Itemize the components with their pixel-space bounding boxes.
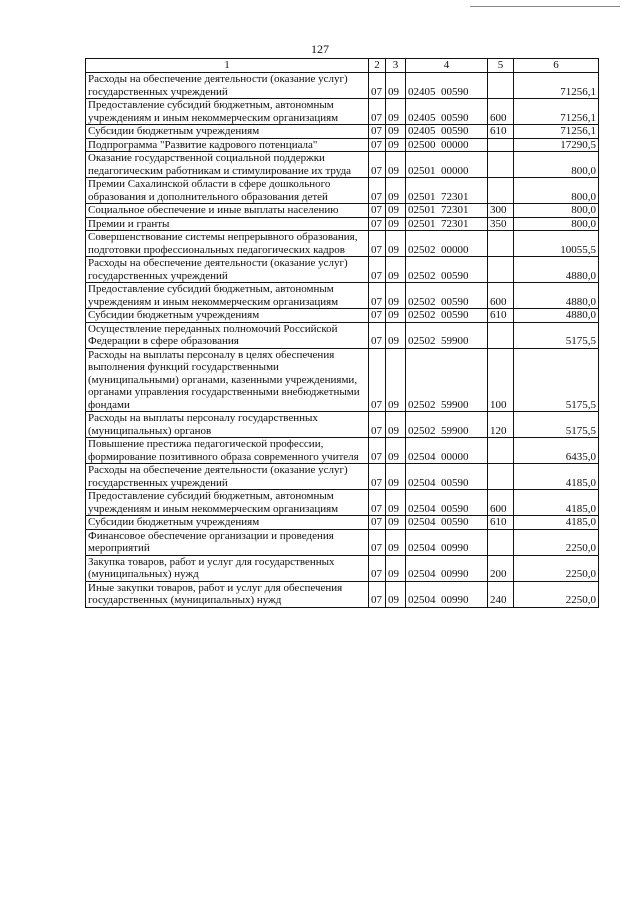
row-name: Расходы на обеспечение деятельности (оказание услуг) государственных учреждений bbox=[86, 73, 369, 99]
row-amount: 17290,5 bbox=[514, 138, 599, 152]
row-name: Осуществление переданных полномочий Российской Федерации в сфере образования bbox=[86, 322, 369, 348]
row-name: Субсидии бюджетным учреждениям bbox=[86, 309, 369, 323]
row-section-code: 07 bbox=[369, 581, 386, 607]
row-expense-type bbox=[488, 464, 514, 490]
row-target-code: 02502 00590 bbox=[406, 283, 488, 309]
row-name: Субсидии бюджетным учреждениям bbox=[86, 516, 369, 530]
row-section-code: 07 bbox=[369, 555, 386, 581]
row-amount: 71256,1 bbox=[514, 73, 599, 99]
row-section-code: 07 bbox=[369, 99, 386, 125]
row-target-code: 02504 00590 bbox=[406, 490, 488, 516]
row-section-code: 07 bbox=[369, 178, 386, 204]
table-row bbox=[86, 490, 599, 516]
table-row bbox=[86, 231, 599, 257]
row-name: Совершенствование системы непрерывного образования, подготовки профессиональных педагогических кадров bbox=[86, 231, 369, 257]
row-target-code: 02501 72301 bbox=[406, 217, 488, 231]
row-expense-type bbox=[488, 257, 514, 283]
row-subsection-code: 09 bbox=[386, 348, 406, 412]
row-section-code: 07 bbox=[369, 322, 386, 348]
row-subsection-code: 09 bbox=[386, 138, 406, 152]
table-row bbox=[86, 412, 599, 438]
row-expense-type: 200 bbox=[488, 555, 514, 581]
row-target-code: 02502 59900 bbox=[406, 412, 488, 438]
row-subsection-code: 09 bbox=[386, 581, 406, 607]
row-target-code: 02502 59900 bbox=[406, 322, 488, 348]
row-expense-type bbox=[488, 138, 514, 152]
row-expense-type: 350 bbox=[488, 217, 514, 231]
row-expense-type: 120 bbox=[488, 412, 514, 438]
table-row bbox=[86, 529, 599, 555]
row-expense-type bbox=[488, 73, 514, 99]
row-section-code: 07 bbox=[369, 257, 386, 283]
row-expense-type: 600 bbox=[488, 283, 514, 309]
table-row bbox=[86, 257, 599, 283]
row-name: Премии и гранты bbox=[86, 217, 369, 231]
row-subsection-code: 09 bbox=[386, 231, 406, 257]
top-rule bbox=[470, 6, 620, 7]
row-expense-type bbox=[488, 152, 514, 178]
row-subsection-code: 09 bbox=[386, 516, 406, 530]
row-amount: 4185,0 bbox=[514, 490, 599, 516]
row-name: Подпрограмма "Развитие кадрового потенциала" bbox=[86, 138, 369, 152]
row-target-code: 02504 00990 bbox=[406, 581, 488, 607]
row-section-code: 07 bbox=[369, 231, 386, 257]
row-amount: 4880,0 bbox=[514, 257, 599, 283]
row-target-code: 02501 00000 bbox=[406, 152, 488, 178]
row-subsection-code: 09 bbox=[386, 99, 406, 125]
row-subsection-code: 09 bbox=[386, 464, 406, 490]
row-target-code: 02504 00000 bbox=[406, 438, 488, 464]
table-row bbox=[86, 322, 599, 348]
row-amount: 2250,0 bbox=[514, 529, 599, 555]
row-expense-type bbox=[488, 438, 514, 464]
row-name: Субсидии бюджетным учреждениям bbox=[86, 125, 369, 139]
row-name: Предоставление субсидий бюджетным, автономным учреждениям и иным некоммерческим организациям bbox=[86, 99, 369, 125]
table-row bbox=[86, 73, 599, 99]
row-target-code: 02502 59900 bbox=[406, 348, 488, 412]
row-expense-type: 610 bbox=[488, 309, 514, 323]
row-target-code: 02502 00590 bbox=[406, 309, 488, 323]
row-name: Предоставление субсидий бюджетным, автономным учреждениям и иным некоммерческим организациям bbox=[86, 283, 369, 309]
row-subsection-code: 09 bbox=[386, 412, 406, 438]
table-row bbox=[86, 99, 599, 125]
row-subsection-code: 09 bbox=[386, 555, 406, 581]
row-subsection-code: 09 bbox=[386, 152, 406, 178]
row-amount: 4880,0 bbox=[514, 283, 599, 309]
row-expense-type: 610 bbox=[488, 516, 514, 530]
row-expense-type: 300 bbox=[488, 204, 514, 218]
row-target-code: 02501 72301 bbox=[406, 178, 488, 204]
page-number: 127 bbox=[311, 42, 329, 56]
row-target-code: 02504 00590 bbox=[406, 464, 488, 490]
row-expense-type: 100 bbox=[488, 348, 514, 412]
row-amount: 4880,0 bbox=[514, 309, 599, 323]
row-subsection-code: 09 bbox=[386, 257, 406, 283]
row-section-code: 07 bbox=[369, 217, 386, 231]
row-name: Повышение престижа педагогической профессии, формирование позитивного образа современного учителя bbox=[86, 438, 369, 464]
row-expense-type: 600 bbox=[488, 490, 514, 516]
row-subsection-code: 09 bbox=[386, 438, 406, 464]
row-amount: 4185,0 bbox=[514, 464, 599, 490]
row-section-code: 07 bbox=[369, 283, 386, 309]
header-col-6: 6 bbox=[514, 59, 599, 73]
row-name: Премии Сахалинской области в сфере дошкольного образования и дополнительного образования детей bbox=[86, 178, 369, 204]
table-row bbox=[86, 309, 599, 323]
row-section-code: 07 bbox=[369, 516, 386, 530]
row-amount: 800,0 bbox=[514, 178, 599, 204]
row-subsection-code: 09 bbox=[386, 204, 406, 218]
row-amount: 6435,0 bbox=[514, 438, 599, 464]
row-subsection-code: 09 bbox=[386, 309, 406, 323]
row-name: Расходы на обеспечение деятельности (оказание услуг) государственных учреждений bbox=[86, 257, 369, 283]
row-amount: 71256,1 bbox=[514, 99, 599, 125]
row-name: Иные закупки товаров, работ и услуг для обеспечения государственных (муниципальных) нужд bbox=[86, 581, 369, 607]
row-name: Расходы на обеспечение деятельности (оказание услуг) государственных учреждений bbox=[86, 464, 369, 490]
row-section-code: 07 bbox=[369, 204, 386, 218]
table-row bbox=[86, 438, 599, 464]
row-section-code: 07 bbox=[369, 309, 386, 323]
header-col-1: 1 bbox=[86, 59, 369, 73]
row-name: Оказание государственной социальной поддержки педагогическим работникам и стимулирование их труда bbox=[86, 152, 369, 178]
table-row bbox=[86, 204, 599, 218]
row-section-code: 07 bbox=[369, 529, 386, 555]
row-subsection-code: 09 bbox=[386, 217, 406, 231]
row-section-code: 07 bbox=[369, 152, 386, 178]
row-name: Социальное обеспечение и иные выплаты населению bbox=[86, 204, 369, 218]
row-name: Расходы на выплаты персоналу государственных (муниципальных) органов bbox=[86, 412, 369, 438]
table-row bbox=[86, 581, 599, 607]
row-subsection-code: 09 bbox=[386, 529, 406, 555]
row-target-code: 02500 00000 bbox=[406, 138, 488, 152]
row-expense-type: 600 bbox=[488, 99, 514, 125]
row-subsection-code: 09 bbox=[386, 178, 406, 204]
header-col-4: 4 bbox=[406, 59, 488, 73]
table-row bbox=[86, 555, 599, 581]
table-row bbox=[86, 152, 599, 178]
row-expense-type bbox=[488, 178, 514, 204]
row-expense-type: 610 bbox=[488, 125, 514, 139]
row-amount: 800,0 bbox=[514, 204, 599, 218]
budget-table bbox=[85, 58, 599, 608]
row-target-code: 02405 00590 bbox=[406, 125, 488, 139]
row-target-code: 02405 00590 bbox=[406, 73, 488, 99]
row-section-code: 07 bbox=[369, 138, 386, 152]
row-amount: 800,0 bbox=[514, 152, 599, 178]
row-amount: 4185,0 bbox=[514, 516, 599, 530]
table-row bbox=[86, 464, 599, 490]
row-amount: 5175,5 bbox=[514, 322, 599, 348]
row-amount: 2250,0 bbox=[514, 581, 599, 607]
row-subsection-code: 09 bbox=[386, 283, 406, 309]
row-name: Расходы на выплаты персоналу в целях обеспечения выполнения функций государственными (муниципальными) органами, казенными учреждениями, органами управления государственными внебюджетными фондами bbox=[86, 348, 369, 412]
row-section-code: 07 bbox=[369, 412, 386, 438]
table-row bbox=[86, 516, 599, 530]
header-col-2: 2 bbox=[369, 59, 386, 73]
row-amount: 10055,5 bbox=[514, 231, 599, 257]
row-amount: 5175,5 bbox=[514, 348, 599, 412]
row-target-code: 02502 00590 bbox=[406, 257, 488, 283]
row-name: Предоставление субсидий бюджетным, автономным учреждениям и иным некоммерческим организациям bbox=[86, 490, 369, 516]
table-row bbox=[86, 125, 599, 139]
row-expense-type: 240 bbox=[488, 581, 514, 607]
table-row bbox=[86, 283, 599, 309]
row-section-code: 07 bbox=[369, 438, 386, 464]
row-expense-type bbox=[488, 322, 514, 348]
row-amount: 800,0 bbox=[514, 217, 599, 231]
row-name: Закупка товаров, работ и услуг для государственных (муниципальных) нужд bbox=[86, 555, 369, 581]
table-row bbox=[86, 178, 599, 204]
row-target-code: 02504 00990 bbox=[406, 555, 488, 581]
row-target-code: 02504 00990 bbox=[406, 529, 488, 555]
row-section-code: 07 bbox=[369, 73, 386, 99]
table-header-row bbox=[86, 59, 599, 73]
table-row bbox=[86, 138, 599, 152]
row-name: Финансовое обеспечение организации и проведения мероприятий bbox=[86, 529, 369, 555]
row-subsection-code: 09 bbox=[386, 73, 406, 99]
row-target-code: 02502 00000 bbox=[406, 231, 488, 257]
row-amount: 5175,5 bbox=[514, 412, 599, 438]
row-subsection-code: 09 bbox=[386, 125, 406, 139]
row-subsection-code: 09 bbox=[386, 490, 406, 516]
row-expense-type bbox=[488, 529, 514, 555]
row-section-code: 07 bbox=[369, 125, 386, 139]
row-expense-type bbox=[488, 231, 514, 257]
row-subsection-code: 09 bbox=[386, 322, 406, 348]
row-target-code: 02405 00590 bbox=[406, 99, 488, 125]
row-section-code: 07 bbox=[369, 348, 386, 412]
header-col-3: 3 bbox=[386, 59, 406, 73]
row-section-code: 07 bbox=[369, 490, 386, 516]
row-target-code: 02501 72301 bbox=[406, 204, 488, 218]
row-section-code: 07 bbox=[369, 464, 386, 490]
row-target-code: 02504 00590 bbox=[406, 516, 488, 530]
row-amount: 71256,1 bbox=[514, 125, 599, 139]
header-col-5: 5 bbox=[488, 59, 514, 73]
row-amount: 2250,0 bbox=[514, 555, 599, 581]
table-row bbox=[86, 348, 599, 412]
table-row bbox=[86, 217, 599, 231]
